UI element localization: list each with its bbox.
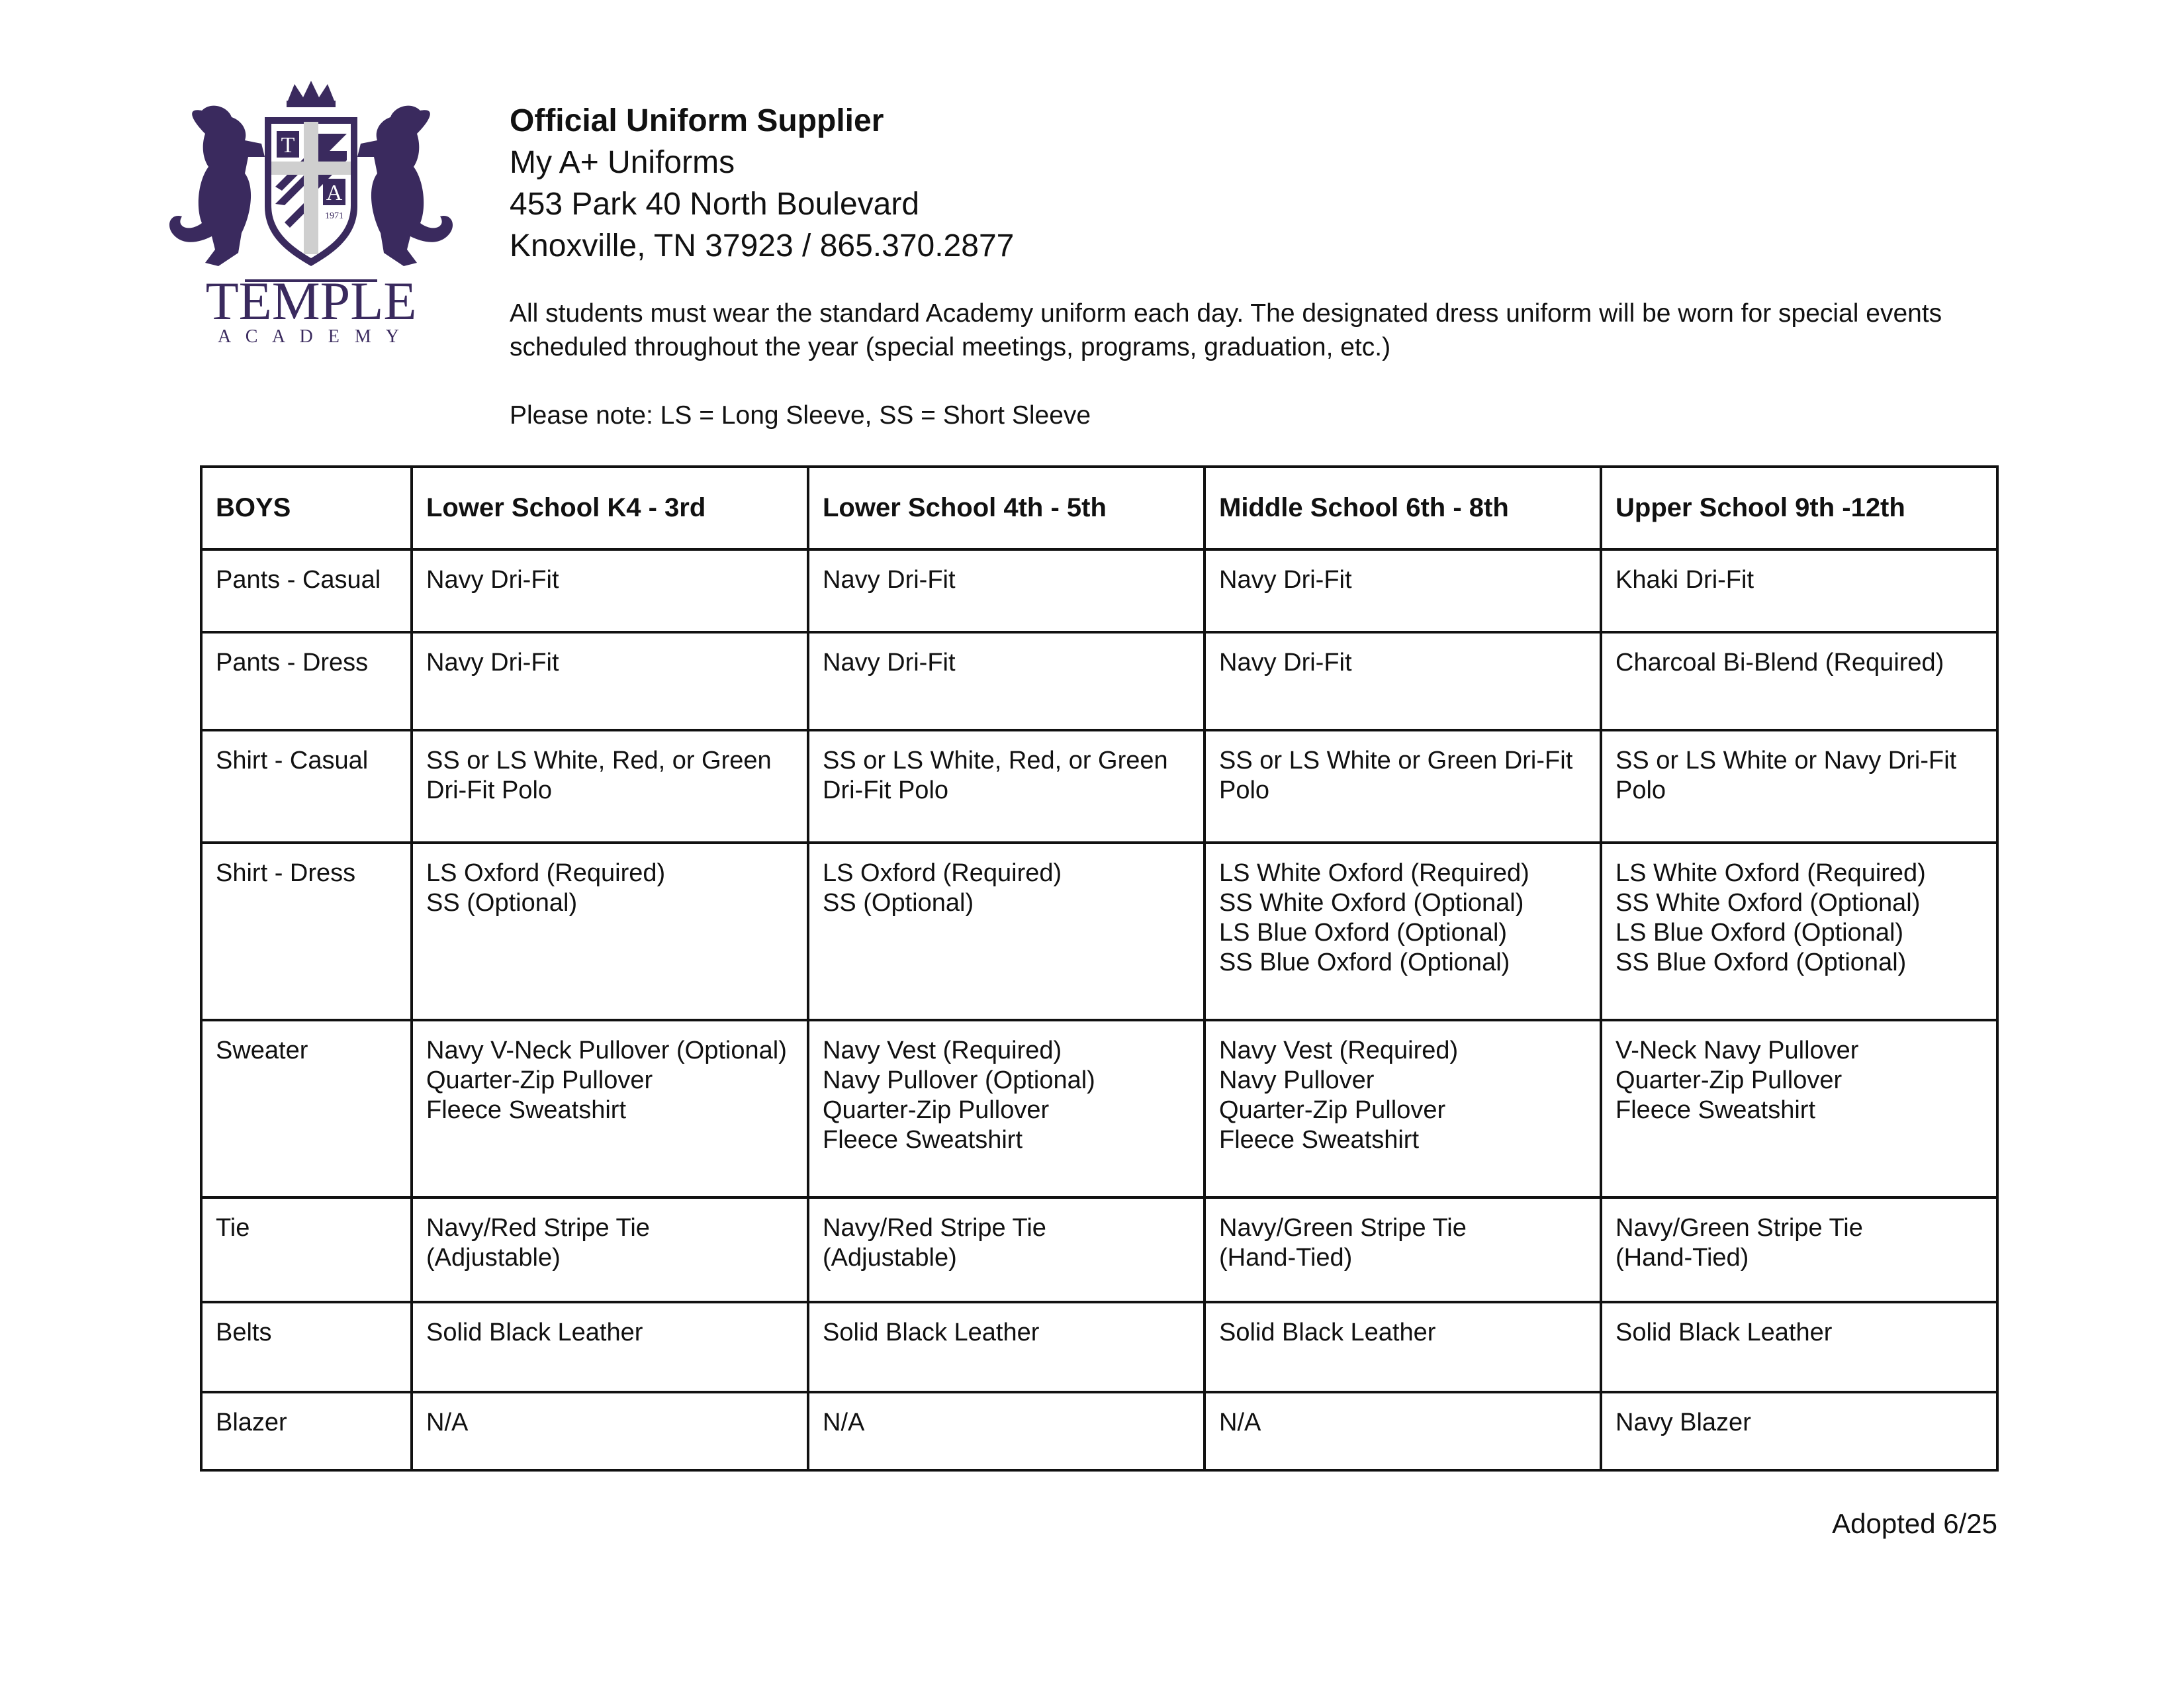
temple-academy-logo xyxy=(165,81,457,346)
table-cell xyxy=(412,1197,808,1302)
cell-line: LS Oxford (Required) xyxy=(426,859,666,887)
cell-line: SS or LS White, Red, or Green Dri-Fit Polo xyxy=(426,747,779,804)
cell-line: Solid Black Leather xyxy=(823,1319,1040,1346)
logo-subname: A C A D E M Y xyxy=(218,326,404,346)
cell-line: Solid Black Leather xyxy=(426,1319,643,1346)
table-cell xyxy=(1205,730,1601,843)
cell-line: (Hand-Tied) xyxy=(1615,1244,1749,1272)
header-middle-6-8: Middle School 6th - 8th xyxy=(1205,467,1601,549)
cell-line: Navy Vest (Required) xyxy=(823,1037,1062,1064)
cell-line: (Hand-Tied) xyxy=(1219,1244,1353,1272)
row-label: Tie xyxy=(201,1197,412,1302)
svg-text:A: A xyxy=(326,181,343,205)
cell-line: Navy V-Neck Pullover (Optional) xyxy=(426,1037,787,1064)
table-cell xyxy=(1601,1197,1997,1302)
table-header-row xyxy=(201,467,1997,549)
cell-line: Navy Dri-Fit xyxy=(426,566,559,594)
cell-line: SS (Optional) xyxy=(823,889,974,917)
table-cell xyxy=(412,1020,808,1197)
cell-line: SS (Optional) xyxy=(426,889,578,917)
cell-line: Navy Pullover xyxy=(1219,1066,1375,1094)
table-row xyxy=(201,730,1997,843)
cell-line: Navy Blazer xyxy=(1615,1409,1751,1436)
abbreviation-note: Please note: LS = Long Sleeve, SS = Short Sleeve xyxy=(510,401,1091,430)
row-label: Shirt - Casual xyxy=(201,730,412,843)
cell-line: Navy/Red Stripe Tie xyxy=(823,1214,1046,1242)
table-row xyxy=(201,1392,1997,1470)
table-cell xyxy=(808,632,1205,730)
cell-line: N/A xyxy=(823,1409,865,1436)
cell-line: SS Blue Oxford (Optional) xyxy=(1615,949,1907,976)
cell-line: N/A xyxy=(426,1409,469,1436)
cell-line: LS Blue Oxford (Optional) xyxy=(1615,919,1904,947)
table-cell xyxy=(1205,1392,1601,1470)
cell-line: SS or LS White, Red, or Green Dri-Fit Polo xyxy=(823,747,1175,804)
cell-line: LS Blue Oxford (Optional) xyxy=(1219,919,1508,947)
row-label: Pants - Casual xyxy=(201,549,412,632)
row-label: Shirt - Dress xyxy=(201,843,412,1020)
supplier-city-phone: Knoxville, TN 37923 / 865.370.2877 xyxy=(510,228,1015,263)
table-cell xyxy=(1601,1392,1997,1470)
cell-line: (Adjustable) xyxy=(823,1244,957,1272)
table-cell xyxy=(1601,632,1997,730)
table-cell xyxy=(412,843,808,1020)
cell-line: Quarter-Zip Pullover xyxy=(1219,1096,1446,1124)
cell-line: Navy Dri-Fit xyxy=(823,566,956,594)
crown-icon xyxy=(288,81,334,101)
table-cell xyxy=(808,1197,1205,1302)
header-boys: BOYS xyxy=(201,467,412,549)
table-cell xyxy=(808,549,1205,632)
table-cell xyxy=(412,1392,808,1470)
table-row xyxy=(201,1020,1997,1197)
table-row xyxy=(201,1302,1997,1392)
table-cell xyxy=(1205,549,1601,632)
cell-line: SS White Oxford (Optional) xyxy=(1615,889,1921,917)
table-cell xyxy=(1205,632,1601,730)
table-cell xyxy=(808,1020,1205,1197)
cell-line: Quarter-Zip Pullover xyxy=(426,1066,653,1094)
cell-line: Fleece Sweatshirt xyxy=(823,1126,1023,1154)
uniform-table xyxy=(200,465,1999,1472)
table-cell xyxy=(412,1302,808,1392)
table-cell xyxy=(808,1302,1205,1392)
cell-line: Navy Vest (Required) xyxy=(1219,1037,1459,1064)
table-cell xyxy=(1601,1302,1997,1392)
cell-line: Navy Dri-Fit xyxy=(426,649,559,677)
supplier-title: Official Uniform Supplier xyxy=(510,103,884,138)
table-cell xyxy=(1205,1197,1601,1302)
adopted-date: Adopted 6/25 xyxy=(1832,1508,1997,1539)
table-cell xyxy=(1601,730,1997,843)
cell-line: Solid Black Leather xyxy=(1219,1319,1436,1346)
header-lower-k4-3: Lower School K4 - 3rd xyxy=(412,467,808,549)
cell-line: SS White Oxford (Optional) xyxy=(1219,889,1524,917)
row-label: Belts xyxy=(201,1302,412,1392)
cell-line: Charcoal Bi-Blend (Required) xyxy=(1615,649,1944,677)
table-cell xyxy=(1601,549,1997,632)
intro-paragraph: All students must wear the standard Academy uniform each day. The designated dress uniform will be worn for special events scheduled throughout the year (special meetings, programs, graduation, etc.) xyxy=(510,299,1942,361)
cell-line: LS White Oxford (Required) xyxy=(1219,859,1529,887)
cell-line: Navy/Green Stripe Tie xyxy=(1615,1214,1863,1242)
cell-line: Navy/Green Stripe Tie xyxy=(1219,1214,1467,1242)
row-label: Blazer xyxy=(201,1392,412,1470)
cell-line: Fleece Sweatshirt xyxy=(426,1096,627,1124)
cell-line: Navy Dri-Fit xyxy=(1219,566,1352,594)
cell-line: N/A xyxy=(1219,1409,1261,1436)
table-cell xyxy=(1205,1302,1601,1392)
cell-line: Navy Pullover (Optional) xyxy=(823,1066,1095,1094)
cell-line: SS or LS White or Green Dri-Fit Polo xyxy=(1219,747,1580,804)
cell-line: V-Neck Navy Pullover xyxy=(1615,1037,1859,1064)
row-label: Pants - Dress xyxy=(201,632,412,730)
table-cell xyxy=(1205,843,1601,1020)
cell-line: LS Oxford (Required) xyxy=(823,859,1062,887)
table-cell xyxy=(412,730,808,843)
cell-line: Quarter-Zip Pullover xyxy=(823,1096,1050,1124)
right-lion-icon xyxy=(357,106,453,266)
cell-line: Quarter-Zip Pullover xyxy=(1615,1066,1843,1094)
cell-line: Solid Black Leather xyxy=(1615,1319,1833,1346)
table-row xyxy=(201,1197,1997,1302)
table-cell xyxy=(1601,843,1997,1020)
svg-text:T: T xyxy=(281,133,295,158)
row-label: Sweater xyxy=(201,1020,412,1197)
cell-line: Fleece Sweatshirt xyxy=(1219,1126,1420,1154)
table-row xyxy=(201,843,1997,1020)
logo-name: TEMPLE xyxy=(205,271,417,331)
supplier-street: 453 Park 40 North Boulevard xyxy=(510,187,920,222)
cell-line: SS or LS White or Navy Dri-Fit Polo xyxy=(1615,747,1964,804)
table-row xyxy=(201,632,1997,730)
table-cell xyxy=(808,843,1205,1020)
table-cell xyxy=(412,632,808,730)
table-cell xyxy=(1601,1020,1997,1197)
table-cell xyxy=(1205,1020,1601,1197)
table-cell xyxy=(808,1392,1205,1470)
svg-text:1971: 1971 xyxy=(325,211,343,221)
table-body xyxy=(201,549,1997,1470)
cell-line: Navy/Red Stripe Tie xyxy=(426,1214,650,1242)
table-cell xyxy=(808,730,1205,843)
table-row xyxy=(201,549,1997,632)
supplier-block xyxy=(510,101,2019,267)
cell-line: (Adjustable) xyxy=(426,1244,561,1272)
supplier-name: My A+ Uniforms xyxy=(510,145,735,180)
cell-line: Khaki Dri-Fit xyxy=(1615,566,1754,594)
header-lower-4-5: Lower School 4th - 5th xyxy=(808,467,1205,549)
table-cell xyxy=(412,549,808,632)
cell-line: SS Blue Oxford (Optional) xyxy=(1219,949,1510,976)
left-lion-icon xyxy=(169,106,265,266)
cell-line: Fleece Sweatshirt xyxy=(1615,1096,1816,1124)
cell-line: LS White Oxford (Required) xyxy=(1615,859,1926,887)
cell-line: Navy Dri-Fit xyxy=(823,649,956,677)
header-upper-9-12: Upper School 9th -12th xyxy=(1601,467,1997,549)
cell-line: Navy Dri-Fit xyxy=(1219,649,1352,677)
